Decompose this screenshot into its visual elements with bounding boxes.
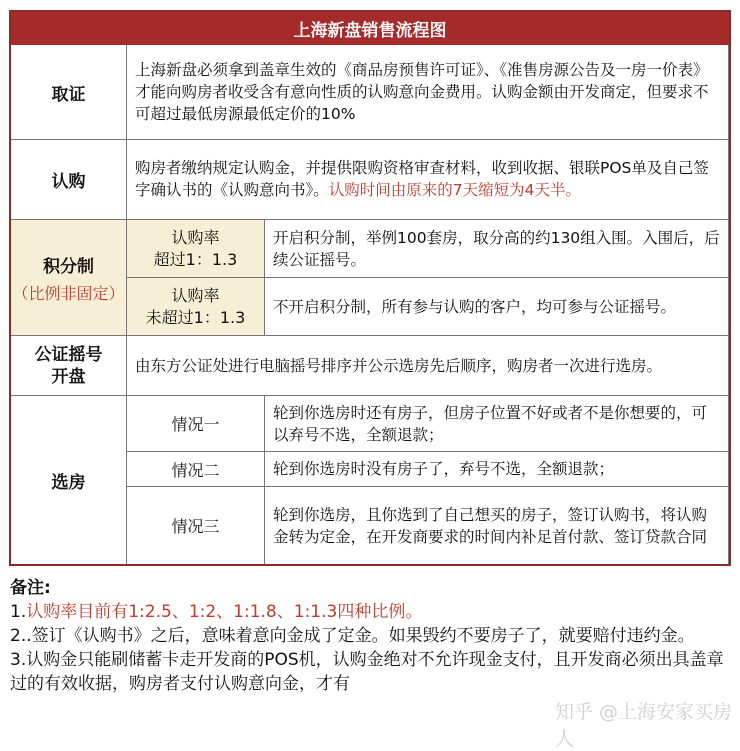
points-case1-text: 开启积分制，举例100套房，取分高的约130组入围。入围后，后续公证摇号。 bbox=[265, 220, 729, 278]
notes-section bbox=[10, 576, 732, 696]
row-text-license: 上海新盘必须拿到盖章生效的《商品房预售许可证》、《准售房源公告及一房一价表》才能向购房者收受含有意向性质的认购意向金费用。认购金额由开发商定，但要求不可超过最低房源最低定价的10% bbox=[127, 45, 729, 140]
row-text-subscribe bbox=[127, 140, 729, 220]
row-label-license: 取证 bbox=[11, 45, 127, 140]
sales-process-table bbox=[9, 10, 731, 566]
row-label-lottery: 公证摇号 开盘 bbox=[11, 336, 127, 396]
choose-case2-label: 情况二 bbox=[127, 452, 265, 487]
subscribe-text-highlight: 认购时间由原来的7天缩短为4天半。 bbox=[328, 181, 581, 199]
points-case2-text: 不开启积分制，所有参与认购的客户，均可参与公证摇号。 bbox=[265, 278, 729, 336]
note-1 bbox=[10, 600, 732, 624]
points-label: 积分制 bbox=[43, 256, 94, 277]
points-case2-label: 认购率 未超过1：1.3 bbox=[127, 278, 265, 336]
choose-case1-text: 轮到你选房时还有房子，但房子位置不好或者不是你想要的，可以弃号不选，全额退款； bbox=[265, 396, 729, 452]
note-2: 2..签订《认购书》之后，意味着意向金成了定金。如果毁约不要房子了，就要赔付违约金。 bbox=[10, 626, 695, 646]
choose-case3-label: 情况三 bbox=[127, 487, 265, 564]
row-label-points bbox=[11, 220, 127, 336]
points-case1-label: 认购率 超过1：1.3 bbox=[127, 220, 265, 278]
subscribe-text: 购房者缴纳规定认购金，并提供限购资格审查材料，收到收据、银联POS单及自己签字确认书的《认购意向书》。 bbox=[135, 159, 709, 199]
row-text-lottery: 由东方公证处进行电脑摇号排序并公示选房先后顺序，购房者一次进行选房。 bbox=[127, 336, 729, 396]
choose-case3-text: 轮到你选房，且你选到了自己想买的房子，签订认购书，将认购金转为定金，在开发商要求的时间内补足首付款、签订贷款合同 bbox=[265, 487, 729, 564]
choose-case2-text: 轮到你选房时没有房子了，弃号不选，全额退款； bbox=[265, 452, 729, 487]
row-label-choose: 选房 bbox=[11, 396, 127, 564]
table-title: 上海新盘销售流程图 bbox=[11, 12, 729, 45]
notes-title: 备注: bbox=[10, 578, 51, 598]
row-label-subscribe: 认购 bbox=[11, 140, 127, 220]
points-sublabel: （比例非固定） bbox=[12, 283, 125, 303]
choose-case1-label: 情况一 bbox=[127, 396, 265, 452]
note-1-highlight: 认购率目前有1:2.5、1:2、1:1.8、1:1.3四种比例。 bbox=[26, 602, 423, 622]
note-3: 3.认购金只能刷储蓄卡走开发商的POS机，认购金绝对不允许现金支付，且开发商必须出具盖章过的有效收据，购房者支付认购意向金，才有 bbox=[10, 650, 724, 694]
watermark: 知乎 @上海安家买房人 bbox=[555, 701, 733, 750]
note-1-prefix: 1. bbox=[10, 602, 27, 622]
